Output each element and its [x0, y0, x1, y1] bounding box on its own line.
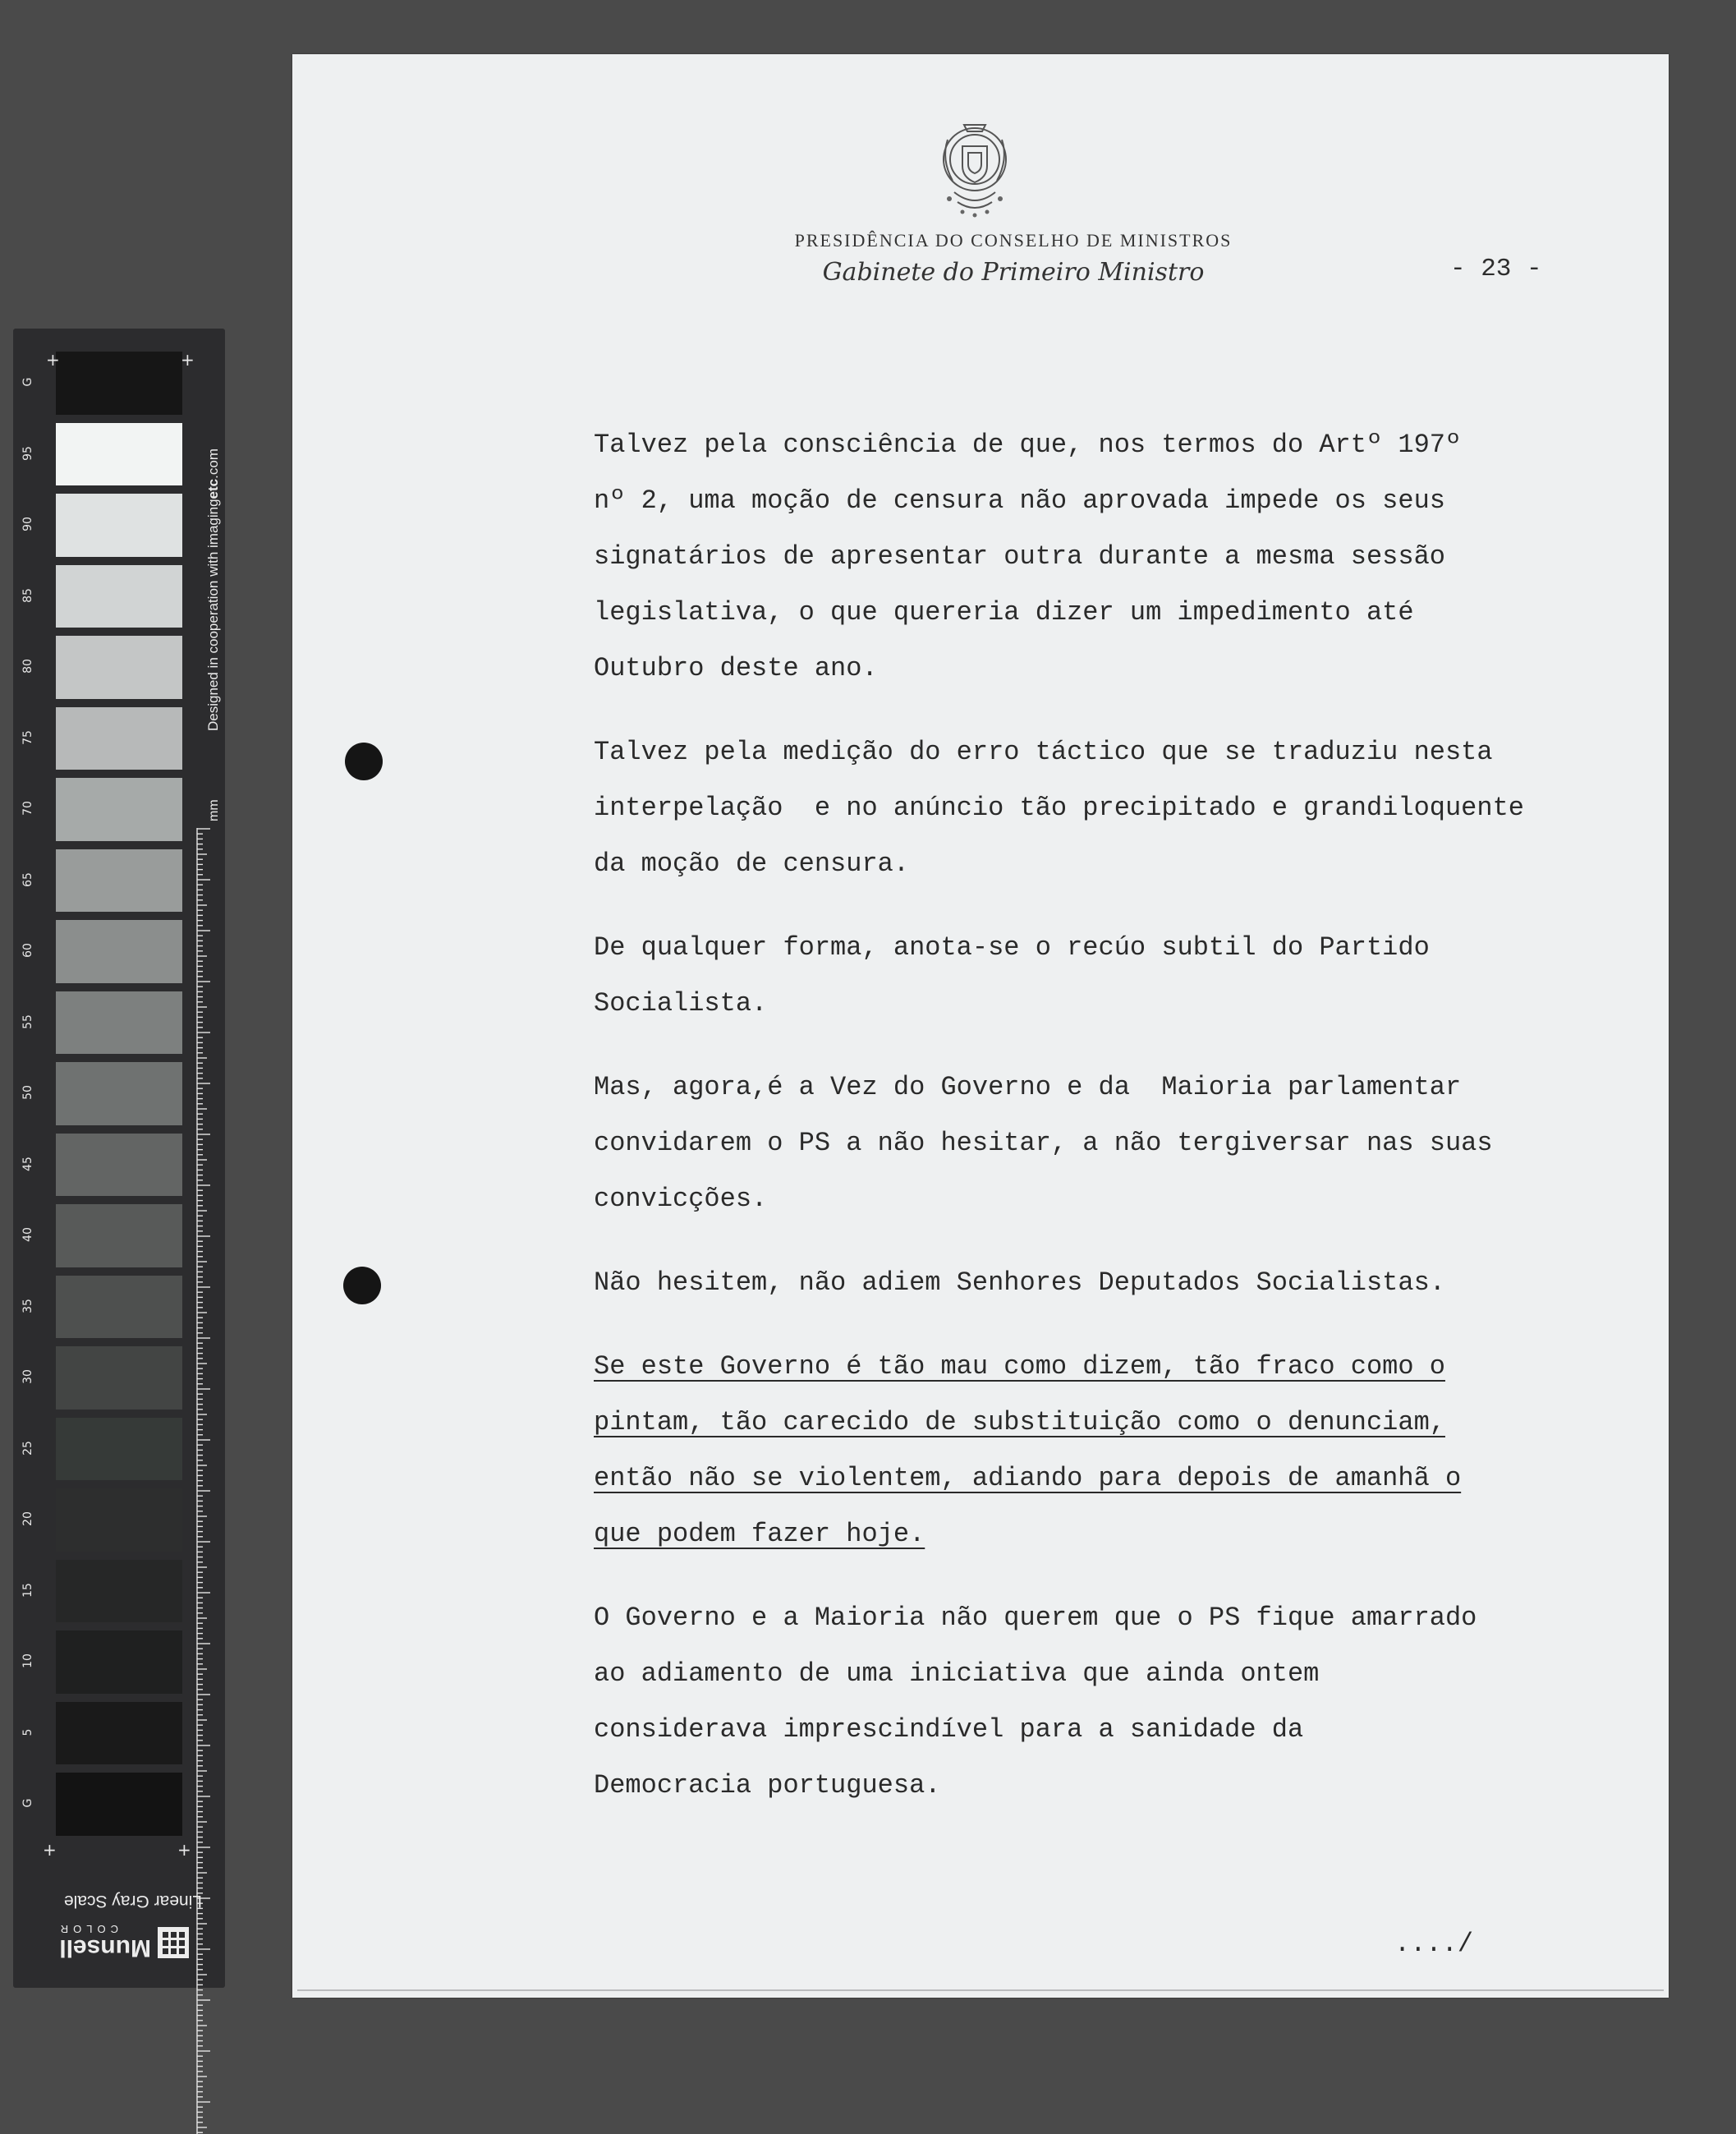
gray-patch: [56, 849, 182, 913]
gray-patch: [56, 1204, 182, 1267]
gray-scale-target: [13, 329, 225, 1988]
continuation-mark: ..../: [1394, 1929, 1474, 1959]
munsell-logo-icon: [158, 1927, 189, 1958]
text-line: Talvez pela consciência de que, nos termos do Artº 197º: [594, 430, 1462, 460]
gray-patch: [56, 778, 182, 841]
patch-number: G: [21, 1798, 34, 1808]
registration-plus: +: [177, 1840, 191, 1860]
gray-patch: [56, 423, 182, 486]
gray-patch: [56, 1418, 182, 1481]
patch-number: 85: [21, 587, 34, 603]
text-line: Democracia portuguesa.: [594, 1770, 941, 1801]
gray-patch: [56, 1488, 182, 1552]
page-bottom-edge: [297, 1989, 1664, 1991]
gray-patch: [56, 707, 182, 770]
text-line: Socialista.: [594, 988, 768, 1019]
registration-plus: +: [43, 1840, 57, 1860]
gray-patch: [56, 1773, 182, 1836]
patch-number: 75: [21, 729, 34, 745]
text-line: pintam, tão carecido de substituição como o denunciam,: [594, 1407, 1445, 1437]
patch-number: 45: [21, 1156, 34, 1171]
munsell-brand: [49, 1923, 189, 1962]
paragraph: [594, 920, 1628, 1032]
text-line: O Governo e a Maioria não querem que o PS fique amarrado: [594, 1603, 1477, 1633]
letterhead-title: PRESIDÊNCIA DO CONSELHO DE MINISTROS: [794, 230, 1233, 251]
gray-patch: [56, 1560, 182, 1623]
text-line: da moção de censura.: [594, 849, 910, 879]
paragraph: [594, 1590, 1628, 1814]
gray-patch: [56, 1630, 182, 1694]
patch-number: 5: [21, 1728, 34, 1736]
patch-number: 10: [21, 1653, 34, 1669]
patch-number: 90: [21, 517, 34, 532]
text-line: Mas, agora,é a Vez do Governo e da Maioria parlamentar: [594, 1072, 1462, 1102]
letterhead-subtitle: Gabinete do Primeiro Ministro: [822, 258, 1205, 287]
gray-patch: [56, 494, 182, 557]
text-line: então não se violentem, adiando para depois de amanhã o: [594, 1463, 1462, 1493]
patch-number: 25: [21, 1440, 34, 1456]
coat-of-arms-icon: [930, 117, 1020, 222]
text-line: nº 2, uma moção de censura não aprovada impede os seus: [594, 485, 1445, 516]
text-line: considerava imprescindível para a sanidade da: [594, 1714, 1304, 1745]
gray-patch: [56, 1062, 182, 1125]
patch-number: 40: [21, 1227, 34, 1243]
strip-credit: Designed in cooperation with imagingetc.com: [205, 448, 221, 731]
gray-patch: [56, 352, 182, 415]
patch-number: 65: [21, 872, 34, 887]
paragraph: [594, 1060, 1628, 1227]
text-line: De qualquer forma, anota-se o recúo subtil do Partido: [594, 932, 1430, 963]
punch-hole: [343, 1267, 381, 1304]
patch-number: 35: [21, 1298, 34, 1313]
text-line: Outubro deste ano.: [594, 653, 878, 683]
patch-number: 55: [21, 1014, 34, 1029]
paragraph: [594, 1339, 1628, 1562]
text-line: Se este Governo é tão mau como dizem, tão fraco como o: [594, 1351, 1445, 1382]
text-line: legislativa, o que quereria dizer um impedimento até: [594, 597, 1414, 628]
text-line: que podem fazer hoje.: [594, 1519, 925, 1549]
patch-number: 70: [21, 801, 34, 816]
text-line: convidarem o PS a não hesitar, a não tergiversar nas suas: [594, 1128, 1493, 1158]
document-page: [292, 54, 1669, 1998]
punch-hole: [345, 743, 383, 780]
text-line: ao adiamento de uma iniciativa que ainda ontem: [594, 1658, 1320, 1689]
patch-number: 80: [21, 659, 34, 674]
patch-number: 60: [21, 943, 34, 959]
paragraph: [594, 417, 1628, 697]
registration-plus: +: [46, 350, 60, 370]
registration-plus: +: [181, 350, 195, 370]
strip-title: Linear Gray Scale: [63, 1892, 202, 1911]
gray-patch: [56, 991, 182, 1055]
patch-number: G: [21, 377, 34, 387]
gray-patch: [56, 1346, 182, 1410]
patch-number: 15: [21, 1582, 34, 1598]
gray-patch: [56, 1702, 182, 1765]
text-line: signatários de apresentar outra durante a mesma sessão: [594, 541, 1445, 572]
brand-name: Munsell: [59, 1934, 151, 1962]
mm-ruler: [195, 828, 228, 2134]
text-line: Não hesitem, não adiem Senhores Deputados Socialistas.: [594, 1267, 1445, 1298]
ruler-unit-label: mm: [207, 799, 221, 821]
text-line: interpelação e no anúncio tão precipitado e grandiloquente: [594, 793, 1524, 823]
gray-patch: [56, 565, 182, 628]
gray-patch: [56, 1134, 182, 1197]
text-line: Talvez pela medição do erro táctico que se traduziu nesta: [594, 737, 1493, 767]
patch-number: 20: [21, 1511, 34, 1527]
paragraph: [594, 724, 1628, 892]
gray-patch: [56, 920, 182, 983]
brand-sub: COLOR: [55, 1923, 118, 1935]
patch-number: 95: [21, 445, 34, 461]
patch-number: 30: [21, 1369, 34, 1385]
gray-patch: [56, 636, 182, 699]
gray-patch: [56, 1276, 182, 1339]
body-text: [594, 417, 1628, 1842]
text-line: convicções.: [594, 1184, 768, 1214]
paragraph: [594, 1255, 1628, 1311]
page-number: - 23 -: [1450, 255, 1542, 283]
patch-number: 50: [21, 1085, 34, 1101]
